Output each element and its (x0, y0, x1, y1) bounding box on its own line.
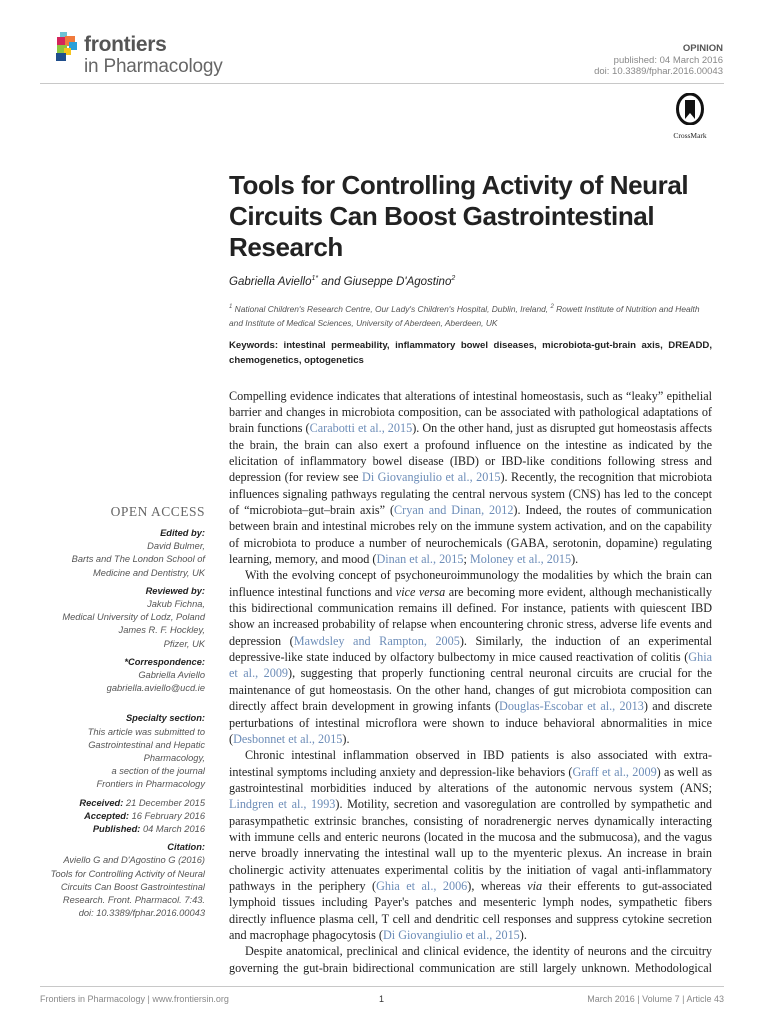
emphasis-text: via (527, 878, 543, 893)
body-text: ; (463, 552, 470, 567)
body-text: ) and discrete perturbations of intestinal microflora were shown to induce behavioral abnormalities in mice ( (229, 699, 712, 746)
citation-line: Tools for Controlling Activity of Neural (50, 868, 205, 879)
body-text: their efferents to gut-associated lymphoid tissues including Payer's patches and mesenteric lymph nodes, sympathetic fibers directly influence plasma cell, T cell and dendritic cell responses and suppress cytokine secretion and macrophage phagocytosis ( (229, 878, 713, 942)
citation-link[interactable]: Moloney et al., 2015 (469, 552, 572, 567)
received-label: Received: (79, 797, 124, 808)
citation-section (30, 841, 205, 920)
body-text: Despite anatomical, preclinical and clinical evidence, the identity of neurons and the circuitry governing the gut-brain bidirectional communication are still largely unknown. Methodological (229, 944, 712, 975)
specialty-label: Specialty section: (125, 713, 205, 724)
body-paragraph (229, 388, 712, 568)
citation-link[interactable]: Carabotti et al., 2015 (309, 421, 413, 436)
citation-line[interactable]: doi: 10.3389/fphar.2016.00043 (78, 908, 205, 919)
author-name[interactable]: Gabriella Aviello (229, 275, 312, 288)
body-text: ), suggesting that properly functioning central neuronal circuits are crucial for the maintenance of gut homeostasis. On the other hand, changes of gut microbiota composition can directly affect brain development in growing infants ( (229, 666, 712, 714)
article-title: Tools for Controlling Activity of Neural Circuits Can Boost Gastrointestinal Research (229, 170, 689, 262)
published-date: 04 March 2016 (140, 824, 205, 835)
reviewer-line[interactable]: Jakub Fichna, (147, 599, 205, 610)
citation-link[interactable]: Di Giovangiulio et al., 2015 (383, 927, 520, 942)
specialty-line: Pharmacology, (143, 753, 205, 764)
citation-link[interactable]: Graff et al., 2009 (572, 764, 657, 779)
body-paragraph (229, 567, 712, 747)
correspondence-label: *Correspondence: (124, 656, 205, 667)
dates-section (30, 797, 205, 837)
author-conjunction: and (318, 275, 344, 288)
reviewer-line[interactable]: James R. F. Hockley, (118, 625, 205, 636)
page-number: 1 (379, 994, 385, 1004)
main-column (229, 170, 712, 976)
affil-superscript: 2 (550, 303, 554, 310)
header-rule (40, 83, 724, 84)
citation-line: Aviello G and D'Agostino G (2016) (63, 855, 205, 866)
body-text: ). Similarly, the induction of an experimental depressive-like state induced by olfactory bulbectomy in mice caused reactivation of colitis ( (229, 633, 713, 665)
keywords: Keywords: intestinal permeability, inflammatory bowel diseases, microbiota-gut-brain axis, DREADD, chemogenetics, optogenetics (229, 339, 712, 366)
body-paragraph (229, 747, 712, 943)
frontiers-logo-icon (55, 32, 81, 62)
footer-journal[interactable]: Frontiers in Pharmacology | www.frontiersin.org (40, 994, 229, 1004)
body-text: ). (519, 927, 527, 942)
affil-superscript: 1 (229, 303, 233, 310)
open-access-label: OPEN ACCESS (110, 504, 205, 519)
body-text: ). Recently, the recognition that microbiota influences signaling pathways regulating the central nervous system (CNS) has led to the concept of “microbiota–gut–brain axis” ( (229, 470, 712, 518)
published-date: published: 04 March 2016 (613, 54, 723, 66)
edited-by-label: Edited by: (160, 528, 205, 538)
specialty-line: This article was submitted to (87, 726, 205, 737)
authors (229, 271, 712, 290)
citation-link[interactable]: Ghia et al., 2009 (229, 650, 712, 681)
body-text: ). (342, 731, 350, 746)
correspondence-section (30, 656, 205, 696)
affiliation: Rowett Institute of Nutrition and Health and Institute of Medical Sciences, University of Aberdeen, Aberdeen, UK (229, 303, 700, 328)
editor-line: Barts and The London School of (71, 554, 205, 565)
published-label: Published: (92, 824, 141, 835)
body-text: Compelling evidence indicates that alterations of intestinal homeostasis, such as “leaky” epithelial barrier and changes in microbiota composition, can be associated with pathological adaptations of brain functions ( (229, 388, 712, 436)
article-sidebar (30, 503, 205, 920)
body-paragraph (229, 943, 712, 976)
crossmark-icon (676, 93, 704, 125)
page-content (0, 170, 764, 976)
citation-label: Citation: (167, 842, 205, 853)
citation-link[interactable]: Lindgren et al., 1993 (229, 797, 336, 812)
page-header (0, 0, 764, 170)
specialty-line: Frontiers in Pharmacology (96, 779, 205, 790)
body-text: ) as well as gastrointestinal morbidities induced by alterations of the autonomic nervous system (ANS; (229, 764, 712, 795)
reviewer-line: Medical University of Lodz, Poland (62, 612, 205, 623)
article-body (229, 388, 712, 976)
journal-name: in Pharmacology (84, 56, 223, 77)
body-text: ). On the other hand, just as disrupted gut homeostasis affects the brain, the brain can also exert a profound influence on the intestine as indicated by the elicitation of inflammatory bowel disease (IBD) or IBD-like conditions following stress and depression (for review see (229, 421, 712, 485)
footer-issue: March 2016 | Volume 7 | Article 43 (587, 994, 724, 1004)
sidebar-column (30, 170, 205, 925)
received-date: 21 December 2015 (123, 797, 205, 808)
accepted-date: 16 February 2016 (129, 810, 205, 821)
specialty-line: Gastrointestinal and Hepatic (88, 739, 205, 750)
body-text: are becoming more evident, although mechanistically this bidirectional communication remains ill defined. For instance, patients with quiescent IBD show an increased probability of relapse when encountering chronic stress, adverse life events and depression ( (229, 584, 713, 648)
body-text: ). (571, 552, 579, 567)
specialty-line: a section of the journal (111, 766, 205, 777)
crossmark-badge[interactable] (669, 93, 711, 140)
editor-line[interactable]: David Bulmer, (147, 541, 205, 552)
body-text: ). Motility, secretion and vasoregulation are controlled by sympathetic and parasympathetic extrinsic branches, consisting of noradrenergic nerves dynamically interacting with immune cells and enteric neurons (located in the mucosa and the submucosa), and the vagus nerve broadly innervating the intestinal wall up to the myenteric plexus. An increase in brain cholinergic activity attenuates experimental colitis by the initiation of vagal anti-inflammatory pathways in the periphery ( (229, 797, 713, 893)
author-name[interactable]: Giuseppe D'Agostino (343, 275, 452, 288)
page-footer (40, 986, 724, 1032)
citation-link[interactable]: Di Giovangiulio et al., 2015 (362, 470, 501, 485)
crossmark-label: CrossMark (673, 131, 707, 140)
editor-line: Medicine and Dentistry, UK (93, 567, 205, 578)
body-text: Chronic intestinal inflammation observed in IBD patients is also associated with extra-intestinal symptoms including anxiety and depression-like behaviors ( (229, 748, 712, 779)
citation-line: Circuits Can Boost Gastrointestinal (60, 881, 205, 892)
accepted-label: Accepted: (84, 810, 130, 821)
citation-link[interactable]: Mawdsley and Rampton, 2005 (293, 633, 460, 648)
affiliation: National Children's Research Centre, Our Lady's Children's Hospital, Dublin, Ireland, (232, 303, 551, 314)
affiliations (229, 300, 712, 330)
citation-link[interactable]: Desbonnet et al., 2015 (233, 731, 343, 746)
article-type: OPINION (682, 43, 723, 54)
brand-name: frontiers (84, 33, 167, 56)
edited-by-section (30, 527, 205, 580)
body-text: ). Indeed, the routes of communication between brain and intestinal microbes rely on the immune system activation, and on the capability of microbiota to produce a number of neurochemicals (GABA, serotonin, dopamine) regulating learning, memory, and mood ( (229, 503, 713, 567)
author-superscript: 1* (311, 275, 319, 282)
reviewed-by-section (30, 585, 205, 651)
article-meta (594, 43, 723, 78)
reviewed-by-label: Reviewed by: (145, 585, 205, 596)
correspondence-name: Gabriella Aviello (138, 670, 205, 681)
citation-link[interactable]: Ghia et al., 2006 (376, 878, 468, 893)
emphasis-text: vice versa (395, 584, 446, 599)
body-text: With the evolving concept of psychoneuroimmunology the modalities by which the brain can influence intestinal functions and (229, 568, 712, 599)
body-text: ), whereas (467, 878, 528, 893)
citation-link[interactable]: Cryan and Dinan, 2012 (394, 503, 514, 518)
author-superscript: 2 (451, 275, 456, 282)
citation-link[interactable]: Douglas-Escobar et al., 2013 (499, 699, 644, 714)
citation-line: Research. Front. Pharmacol. 7:43. (62, 895, 205, 906)
doi[interactable]: doi: 10.3389/fphar.2016.00043 (594, 66, 723, 77)
correspondence-email[interactable]: gabriella.aviello@ucd.ie (106, 683, 205, 694)
specialty-section (30, 712, 205, 791)
citation-link[interactable]: Dinan et al., 2015 (376, 552, 464, 567)
reviewer-line: Pfizer, UK (163, 638, 205, 649)
